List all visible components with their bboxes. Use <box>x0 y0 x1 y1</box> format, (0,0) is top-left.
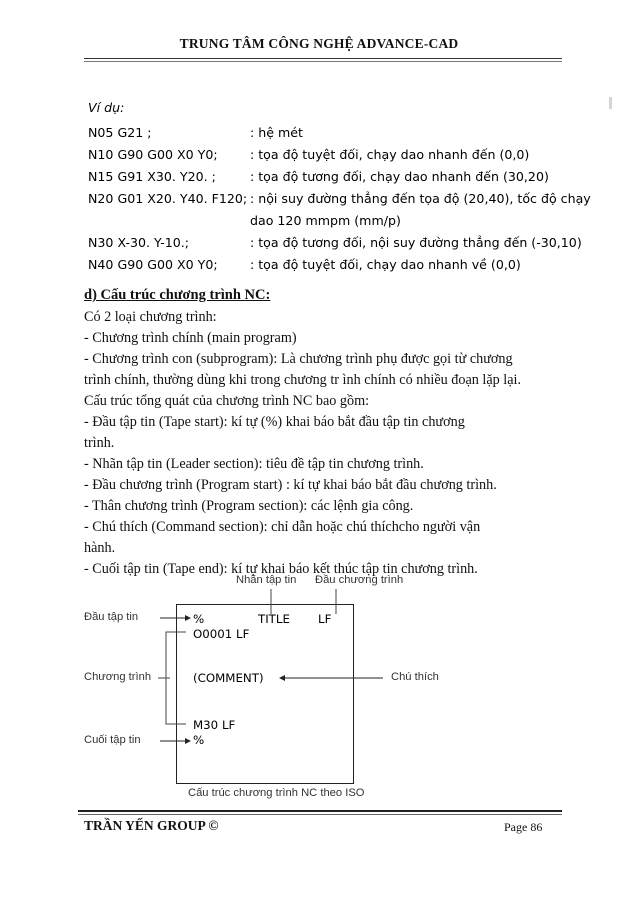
program-bracket <box>158 632 186 724</box>
code-command: N10 G90 G00 X0 Y0; <box>88 147 218 162</box>
tape-end-label: Cuối tập tin <box>84 734 141 746</box>
nc-structure-figure <box>0 570 638 800</box>
paragraph-line: - Chương trình chính (main program) <box>84 330 297 346</box>
code-description: : hệ mét <box>250 125 303 140</box>
page-number: Page 86 <box>504 820 543 834</box>
paragraph-line: Có 2 loại chương trình: <box>84 309 217 325</box>
paragraph-line: - Chương trình con (subprogram): Là chương trình phụ được gọi từ chương <box>84 351 513 367</box>
title-code: TITLE <box>258 612 290 626</box>
scan-artifact <box>609 97 612 109</box>
code-example-title: Ví dụ: <box>88 100 125 115</box>
percent-start-code: % <box>193 612 205 626</box>
code-command: N40 G90 G00 X0 Y0; <box>88 257 218 272</box>
paragraph-line: - Thân chương trình (Program section): các lệnh gia công. <box>84 498 414 514</box>
lf-code: LF <box>318 612 332 626</box>
program-label: Chương trình <box>84 671 152 683</box>
m30-code: M30 LF <box>193 718 236 732</box>
paragraph-line: - Đầu tập tin (Tape start): kí tự (%) khai báo bắt đầu tập tin chương <box>84 414 465 430</box>
figure-connectors <box>0 570 638 800</box>
code-command: N15 G91 X30. Y20. ; <box>88 169 216 184</box>
footer-company: TRẦN YẾN GROUP © <box>84 818 219 833</box>
section-title: d) Cấu trúc chương trình NC: <box>84 287 271 303</box>
program-start-label: Đầu chương trình <box>315 574 404 586</box>
header-rule <box>84 58 562 59</box>
code-description: : tọa độ tương đối, nội suy đường thẳng đến (-30,10) <box>250 235 582 250</box>
code-description: : tọa độ tương đối, chạy dao nhanh đến (30,20) <box>250 169 549 184</box>
code-command: N20 G01 X20. Y40. F120; <box>88 191 248 206</box>
comment-code: (COMMENT) <box>193 671 264 685</box>
footer-rule-thin <box>78 814 562 815</box>
figure-caption: Cấu trúc chương trình NC theo ISO <box>188 787 365 799</box>
paragraph-line: - Cuối tập tin (Tape end): kí tự khai báo kết thúc tập tin chương trình. <box>84 561 478 577</box>
code-command: N05 G21 ; <box>88 125 152 140</box>
page-header-title: TRUNG TÂM CÔNG NGHỆ ADVANCE-CAD <box>179 36 459 51</box>
program-number-code: O0001 LF <box>193 627 250 641</box>
paragraph-line: - Nhãn tập tin (Leader section): tiêu đề tập tin chương trình. <box>84 456 424 472</box>
code-description: dao 120 mmpm (mm/p) <box>250 213 401 228</box>
paragraph-line: - Chú thích (Command section): chỉ dẫn hoặc chú thíchcho người vận <box>84 519 481 535</box>
code-description: : tọa độ tuyệt đối, chạy dao nhanh đến (0,0) <box>250 147 530 162</box>
paragraph-line: trình chính, thường dùng khi trong chương tr ình chính có nhiều đoạn lặp lại. <box>84 372 522 388</box>
paragraph-line: trình. <box>84 435 115 451</box>
code-description: : nội suy đường thẳng đến tọa độ (20,40), tốc độ chạy <box>250 191 591 206</box>
comment-note-label: Chú thích <box>391 671 439 683</box>
code-description: : tọa độ tuyệt đối, chạy dao nhanh về (0,0) <box>250 257 521 272</box>
percent-end-code: % <box>193 733 205 747</box>
footer-rule <box>78 810 562 812</box>
paragraph-line: hành. <box>84 540 116 556</box>
header-rule-thin <box>84 61 562 62</box>
paragraph-line: - Đầu chương trình (Program start) : kí tự khai báo bắt đầu chương trình. <box>84 477 497 493</box>
tape-start-label: Đầu tập tin <box>84 611 139 623</box>
paragraph-line: Cấu trúc tổng quát của chương trình NC bao gồm: <box>84 393 370 409</box>
leader-label: Nhãn tập tin <box>236 574 297 586</box>
code-command: N30 X-30. Y-10.; <box>88 235 190 250</box>
